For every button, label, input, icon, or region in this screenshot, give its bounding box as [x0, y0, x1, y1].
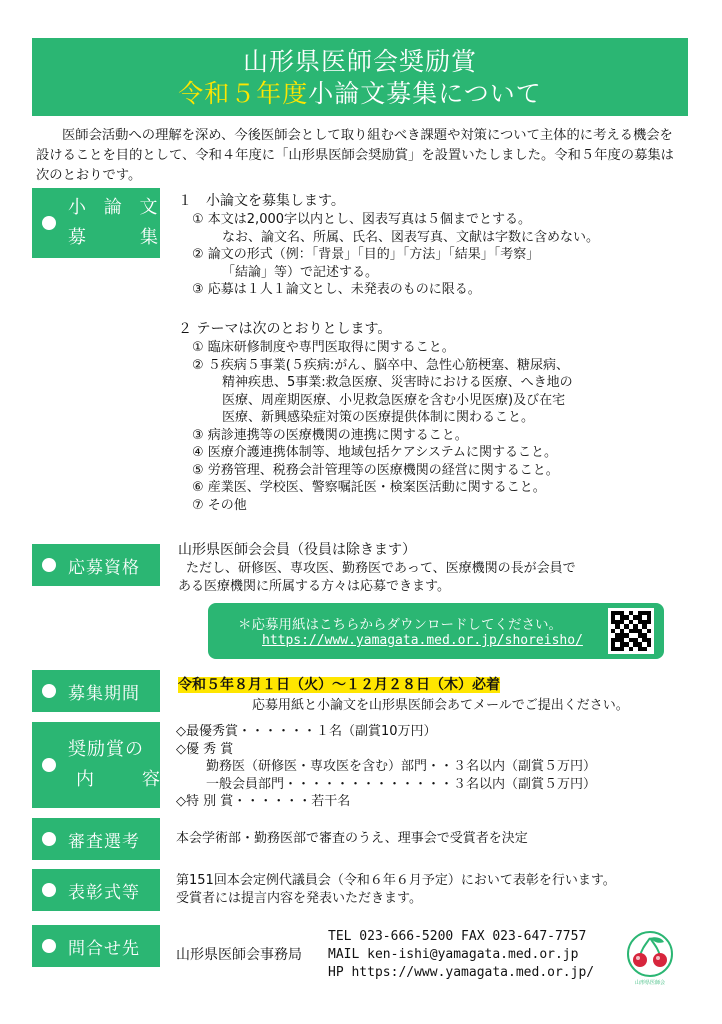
- title-banner: [32, 38, 688, 116]
- period-content: [178, 676, 629, 715]
- list-item: ② 論文の形式（例：「背景」「目的」「方法」「結果」「考察」: [192, 247, 540, 262]
- list-item: ① 臨床研修制度や専門医取得に関すること。: [192, 340, 455, 355]
- theme-content: [178, 320, 573, 514]
- label-review-text: 審査選考: [68, 831, 140, 852]
- title-sub-rest: 小論文募集について: [308, 79, 542, 108]
- label-eligibility: [32, 544, 160, 586]
- label-period: [32, 670, 160, 712]
- review-text: 本会学術部・勤務医部で審査のうえ、理事会で受賞者を決定: [176, 831, 528, 846]
- recruit-heading2: ２ テーマは次のとおりとします。: [178, 321, 392, 337]
- contact-tel: TEL 023-666-5200 FAX 023-647-7757: [328, 929, 587, 944]
- award-line: 一般会員部門・・・・・・・・・・・・・３名以内（副賞５万円）: [206, 776, 597, 792]
- award-line: ◇最優秀賞・・・・・・１名（副賞10万円）: [176, 724, 437, 739]
- label-ceremony: [32, 869, 160, 911]
- list-item: ② ５疾病５事業(５疾病:がん、脳卒中、急性心筋梗塞、糖尿病、: [192, 357, 570, 373]
- label-recruit-line2: 募 集: [68, 227, 164, 248]
- recruit-heading1: １ 小論文を募集します。: [178, 193, 345, 209]
- label-recruit-line1: 小 論 文: [68, 197, 164, 218]
- label-ceremony-text: 表彰式等: [68, 882, 140, 903]
- contact-details: [328, 928, 594, 982]
- list-item: ① 本文は2,000字以内とし、図表写真は５個までとする。: [192, 212, 532, 227]
- ceremony-content: [176, 872, 616, 907]
- bullet-dot-icon: [42, 558, 56, 572]
- award-line: ◇優 秀 賞: [176, 741, 234, 757]
- eligibility-line2: ただし、研修医、専攻医、勤務医であって、医療機関の長が会員で: [186, 561, 576, 576]
- cherry-logo-icon: [624, 930, 676, 986]
- list-item: ③ 病診連携等の医療機関の連携に関すること。: [192, 427, 468, 443]
- label-review: [32, 818, 160, 860]
- period-dates: 令和５年８月１日（火）～１２月２８日（木）必着: [178, 677, 500, 693]
- list-item: ⑤ 労務管理、税務会計管理等の医療機関の経営に関すること。: [192, 462, 559, 478]
- label-award-line2: 内 容: [76, 769, 164, 790]
- list-item: 「結論」等）で記述する。: [222, 264, 379, 280]
- bullet-dot-icon: [42, 684, 56, 698]
- label-contact: [32, 925, 160, 967]
- award-content: [176, 723, 596, 811]
- eligibility-content: [178, 541, 576, 595]
- contact-hp[interactable]: HP https://www.yamagata.med.or.jp/: [328, 965, 595, 980]
- list-item: 精神疾患、5事業:救急医療、災害時における医療、へき地の: [222, 375, 573, 390]
- label-eligibility-text: 応募資格: [68, 557, 140, 578]
- download-banner: [208, 603, 664, 659]
- list-item: 医療、新興感染症対策の医療提供体制に関わること。: [222, 410, 535, 425]
- download-link[interactable]: https://www.yamagata.med.or.jp/shoreisho/: [262, 633, 583, 648]
- intro-paragraph: 医師会活動への理解を深め、今後医師会として取り組むべき課題や対策について主体的に考える機会を設けることを目的として、令和４年度に「山形県医師会奨励賞」を設置いたしました。令和５年度の募集は次のとおりです。: [36, 128, 674, 183]
- contact-org: 山形県医師会事務局: [176, 947, 302, 963]
- ceremony-line2: 受賞者には提言内容を発表いただきます。: [176, 890, 422, 906]
- award-line: 勤務医（研修医・専攻医を含む）部門・・３名以内（副賞５万円）: [206, 759, 597, 774]
- title-sub: [32, 78, 688, 110]
- list-item: なお、論文名、所属、氏名、図表写真、文献は字数に含めない。: [222, 229, 600, 245]
- label-award: [32, 722, 164, 808]
- bullet-dot-icon: [42, 832, 56, 846]
- bullet-dot-icon: [42, 939, 56, 953]
- list-item: ③ 応募は１人１論文とし、未発表のものに限る。: [192, 282, 481, 297]
- eligibility-line1: 山形県医師会会員（役員は除きます）: [178, 542, 416, 558]
- bullet-dot-icon: [42, 883, 56, 897]
- list-item: ⑦ その他: [192, 497, 247, 513]
- list-item: ④ 医療介護連携体制等、地域包括ケアシステムに関すること。: [192, 445, 557, 460]
- list-item: ⑥ 産業医、学校医、警察嘱託医・検案医活動に関すること。: [192, 480, 546, 495]
- bullet-dot-icon: [42, 758, 56, 772]
- period-note: 応募用紙と小論文を山形県医師会あてメールでご提出ください。: [252, 698, 629, 713]
- bullet-dot-icon: [42, 216, 56, 230]
- list-item: 医療、周産期医療、小児救急医療を含む小児医療)及び在宅: [222, 392, 566, 408]
- recruit-content: [178, 192, 599, 299]
- eligibility-line3: ある医療機関に所属する方々は応募できます。: [178, 578, 450, 594]
- logo-text: 山形県医師会: [634, 980, 666, 986]
- award-line: ◇特 別 賞・・・・・・若干名: [176, 794, 351, 809]
- label-award-line1: 奨励賞の: [68, 739, 144, 760]
- ceremony-line1: 第151回本会定例代議員会（令和６年６月予定）において表彰を行います。: [176, 873, 616, 888]
- label-recruit: [32, 188, 164, 258]
- label-period-text: 募集期間: [68, 683, 140, 704]
- qr-code-icon[interactable]: [608, 608, 654, 654]
- label-contact-text: 問合せ先: [68, 938, 140, 959]
- title-year: 令和５年度: [178, 79, 309, 108]
- contact-mail[interactable]: MAIL ken-ishi@yamagata.med.or.jp: [328, 947, 579, 962]
- title-main: 山形県医師会奨励賞: [242, 47, 477, 76]
- download-text: ＊応募用紙はこちらからダウンロードしてください。: [238, 617, 562, 633]
